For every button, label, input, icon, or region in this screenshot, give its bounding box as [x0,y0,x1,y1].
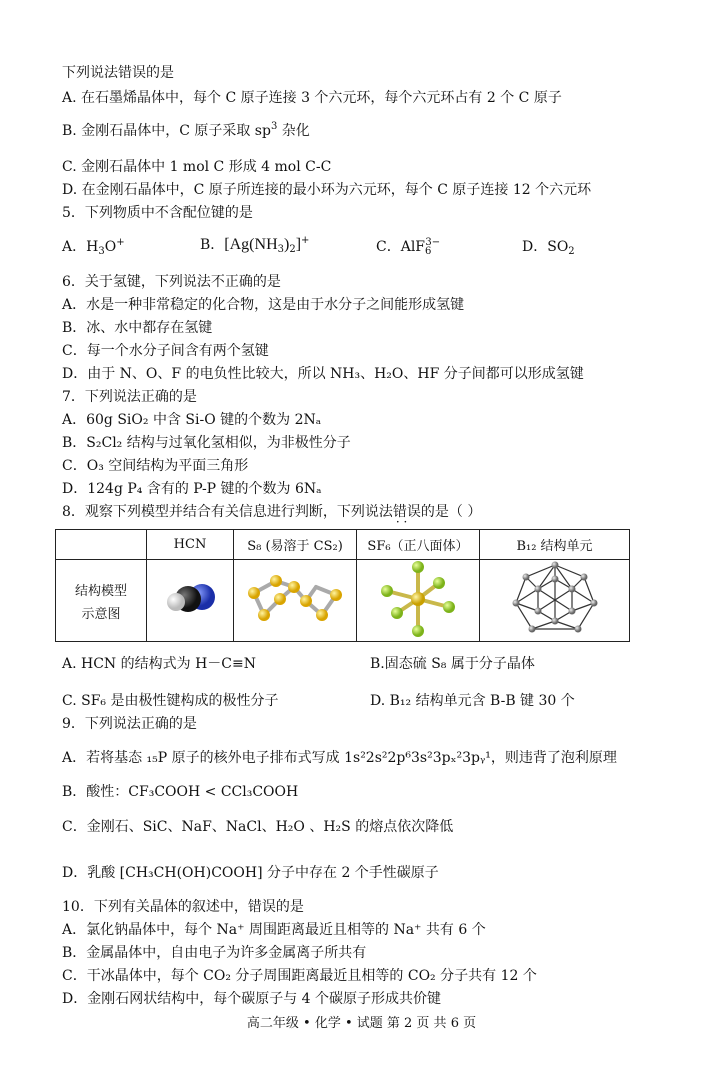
q6-option-d: D．由于 N、O、F 的电负性比较大，所以 NH₃、H₂O、HF 分子间都可以形成氢键 [62,366,584,382]
q8-emphasis: 错误 · · [393,504,421,520]
row-label-line-2: 示意图 [81,606,121,622]
b12-model-cell [480,560,630,642]
q6-stem: 6．关于氢键，下列说法不正确的是 [62,274,281,290]
q9-option-d: D．乳酸 [CH₃CH(OH)COOH] 分子中存在 2 个手性碳原子 [62,865,439,881]
q8-option-c: C. SF₆ 是由极性键构成的极性分子 [62,693,279,709]
q10-option-b: B．金属晶体中，自由电子为许多金属离子所共有 [62,945,367,961]
b12-model-image [510,561,600,637]
q6-option-a: A．水是一种非常稳定的化合物，这是由于水分子之间能形成氢键 [62,297,465,313]
q4-option-c: C. 金刚石晶体中 1 mol C 形成 4 mol C-C [62,159,332,175]
q10-option-d: D．金刚石网状结构中，每个碳原子与 4 个碳原子形成共价键 [62,991,442,1007]
header-sf6: SF₆（正八面体） [357,530,480,560]
q5-option-d: D．$SO_2$ [522,239,575,257]
q8-option-d: D. B₁₂ 结构单元含 B-B 键 30 个 [370,693,575,709]
q9-option-a: A．若将基态 ₁₅P 原子的核外电子排布式写成 1s²2s²2p⁶3s²3pₓ²3pᵧ¹，则违背了泡利原理 [62,750,617,766]
header-s8: S₈ (易溶于 CS₂) [234,530,357,560]
q9-option-c: C．金刚石、SiC、NaF、NaCl、H₂O 、H₂S 的熔点依次降低 [62,819,454,835]
q4-option-d: D. 在金刚石晶体中，C 原子所连接的最小环为六元环，每个 C 原子连接 12 个六元环 [62,182,592,198]
row-label-cell [56,560,147,642]
q4-stem: 下列说法错误的是 [62,65,174,81]
q10-option-a: A．氯化钠晶体中，每个 Na⁺ 周围距离最近且相等的 Na⁺ 共有 6 个 [62,922,486,938]
s8-model-cell [234,560,357,642]
hcn-model-image [155,569,225,629]
q7-stem: 7．下列说法正确的是 [62,389,197,405]
q9-stem: 9．下列说法正确的是 [62,716,197,732]
q4-option-b: B. 金刚石晶体中，C 原子采取 $sp^3$ 杂化 [62,121,310,139]
q10-stem: 10．下列有关晶体的叙述中，错误的是 [62,899,304,915]
q7-option-a: A．60g SiO₂ 中含 Si-O 键的个数为 2Nₐ [62,412,322,428]
table-corner-cell [56,530,147,560]
q7-option-b: B．S₂Cl₂ 结构与过氧化氢相似，为非极性分子 [62,435,351,451]
sf6-model-image [373,561,463,637]
q5-option-b: B．$[Ag(NH_3)_2]^+$ [200,235,310,255]
q10-option-c: C．干冰晶体中，每个 CO₂ 分子周围距离最近且相等的 CO₂ 分子共有 12 个 [62,968,537,984]
q8-stem: 8．观察下列模型并结合有关信息进行判断，下列说法错误 · ·的是（ ） [62,503,481,521]
q7-option-c: C．O₃ 空间结构为平面三角形 [62,458,249,474]
q5-option-c: C．AlF$_6^{3-}$ [376,237,441,257]
q6-option-c: C．每一个水分子间含有两个氢键 [62,343,269,359]
q5-stem: 5．下列物质中不含配位键的是 [62,205,253,221]
header-hcn: HCN [147,530,234,560]
q5-option-a: A．$H_3O^+$ [62,237,125,257]
s8-model-image [240,567,350,631]
sf6-model-cell [357,560,480,642]
q9-option-b: B．酸性：CF₃COOH < CCl₃COOH [62,784,299,800]
hcn-model-cell [147,560,234,642]
q8-option-a: A. HCN 的结构式为 H－C≡N [62,656,256,672]
page-footer: 高二年级 • 化学 • 试题 第 2 页 共 6 页 [246,1016,477,1031]
q8-option-b: B.固态硫 S₈ 属于分子晶体 [370,656,535,672]
header-b12: B₁₂ 结构单元 [480,530,630,560]
row-label-line-1: 结构模型 [74,583,127,599]
q7-option-d: D．124g P₄ 含有的 P-P 键的个数为 6Nₐ [62,481,322,497]
structure-model-table [55,529,630,642]
q6-option-b: B．冰、水中都存在氢键 [62,320,213,336]
q4-option-a: A. 在石墨烯晶体中，每个 C 原子连接 3 个六元环，每个六元环占有 2 个 C 原子 [62,90,562,106]
